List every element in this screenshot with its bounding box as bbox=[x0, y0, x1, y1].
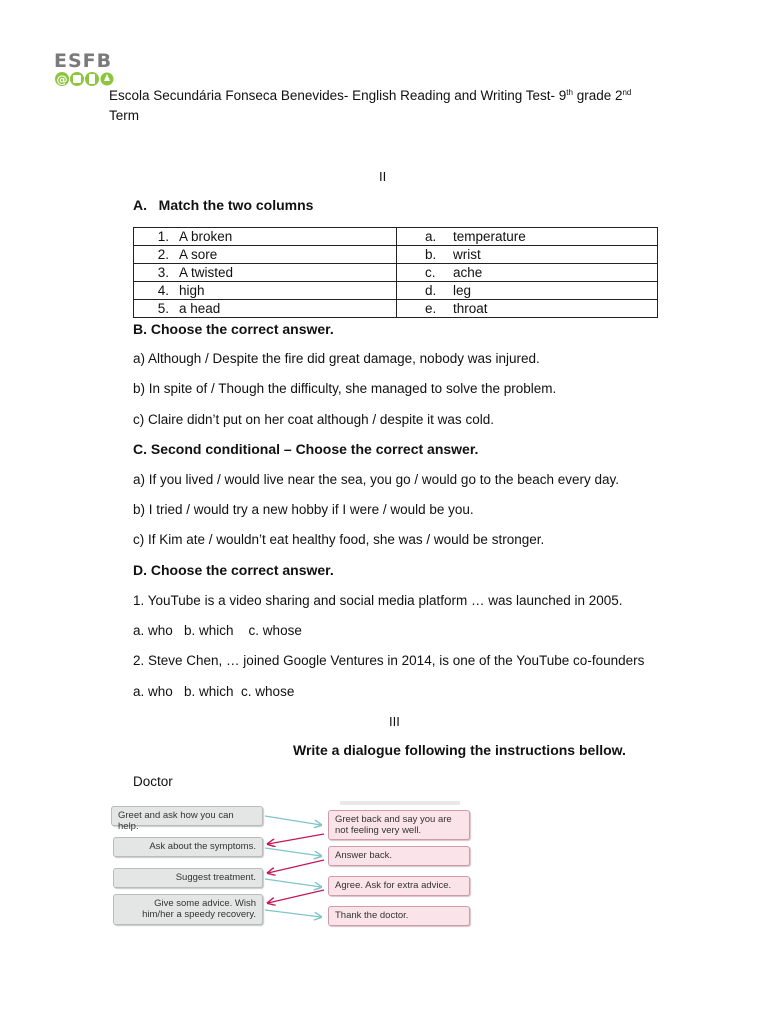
part-d-options-2: a. who b. which c. whose bbox=[133, 684, 295, 699]
left-term: A sore bbox=[179, 247, 218, 262]
row-letter: b. bbox=[425, 247, 437, 262]
patient-step-text: Thank the doctor. bbox=[335, 910, 409, 921]
table-row bbox=[134, 264, 658, 282]
arrow-patient-to-doctor bbox=[268, 890, 324, 903]
part-a-title: Match the two columns bbox=[158, 197, 314, 213]
header-text-grade: grade 2 bbox=[572, 88, 623, 103]
right-term: temperature bbox=[453, 229, 526, 244]
patient-step-text: Answer back. bbox=[335, 850, 393, 861]
doctor-step-3 bbox=[113, 868, 263, 888]
dialogue-diagram bbox=[108, 800, 476, 935]
patient-step-2 bbox=[328, 846, 470, 866]
document-header bbox=[109, 86, 669, 126]
doctor-step-text: Suggest treatment. bbox=[175, 872, 256, 883]
table-row bbox=[134, 246, 658, 264]
row-number: 1. bbox=[157, 229, 169, 244]
header-term: Term bbox=[109, 108, 139, 123]
part-a-letter: A. bbox=[133, 197, 147, 213]
doctor-step-text: Ask about the symptoms. bbox=[149, 841, 256, 852]
doctor-step-text: Greet and ask how you can help. bbox=[118, 810, 234, 832]
part-b-item-c: c) Claire didn’t put on her coat although / despite it was cold. bbox=[133, 412, 494, 427]
logo-at-symbol: @ bbox=[56, 73, 68, 86]
arrow-doctor-to-patient bbox=[265, 848, 321, 856]
part-b-item-b: b) In spite of / Though the difficulty, she managed to solve the problem. bbox=[133, 381, 557, 396]
arrow-patient-to-doctor bbox=[268, 834, 324, 844]
row-number: 2. bbox=[157, 247, 169, 262]
part-d-options-1: a. who b. which c. whose bbox=[133, 623, 302, 638]
right-term: ache bbox=[453, 265, 483, 280]
writing-role-label: Doctor bbox=[133, 774, 173, 789]
section-ii-label: II bbox=[379, 169, 387, 184]
right-term: wrist bbox=[453, 247, 481, 262]
part-c-item-c: c) If Kim ate / wouldn’t eat healthy food, she was / would be stronger. bbox=[133, 532, 545, 547]
part-d-question-1: 1. YouTube is a video sharing and social media platform … was launched in 2005. bbox=[133, 593, 623, 608]
row-number: 5. bbox=[157, 301, 169, 316]
doctor-step-1 bbox=[111, 806, 263, 832]
row-letter: e. bbox=[425, 301, 437, 316]
part-b-item-a: a) Although / Despite the fire did great damage, nobody was injured. bbox=[133, 351, 540, 366]
doctor-step-text: Give some advice. Wish him/her a speedy recovery. bbox=[142, 898, 256, 920]
doctor-step-2 bbox=[113, 837, 263, 857]
arrow-doctor-to-patient bbox=[265, 816, 321, 825]
part-b-heading: B. Choose the correct answer. bbox=[133, 321, 334, 337]
left-term: a head bbox=[179, 301, 221, 316]
patient-step-text: Greet back and say you are not feeling very well. bbox=[335, 814, 452, 836]
header-superscript-th: th bbox=[566, 88, 573, 97]
row-number: 3. bbox=[157, 265, 169, 280]
table-row bbox=[134, 228, 658, 246]
left-term: A twisted bbox=[179, 265, 234, 280]
writing-task-title: Write a dialogue following the instructions bellow. bbox=[293, 742, 626, 758]
patient-step-1 bbox=[328, 810, 470, 840]
arrow-doctor-to-patient bbox=[265, 910, 321, 917]
right-term: throat bbox=[453, 301, 488, 316]
row-letter: d. bbox=[425, 283, 437, 298]
patient-step-text: Agree. Ask for extra advice. bbox=[335, 880, 452, 891]
part-c-heading: C. Second conditional – Choose the correct answer. bbox=[133, 441, 479, 457]
right-term: leg bbox=[453, 283, 472, 298]
arrow-patient-to-doctor bbox=[268, 860, 324, 873]
patient-step-3 bbox=[328, 876, 470, 896]
matching-table bbox=[133, 227, 658, 318]
arrow-doctor-to-patient bbox=[265, 879, 321, 887]
table-row bbox=[134, 300, 658, 318]
logo-text: ESFB bbox=[54, 50, 113, 72]
patient-step-4 bbox=[328, 906, 470, 926]
row-number: 4. bbox=[157, 283, 169, 298]
school-logo bbox=[54, 50, 114, 90]
left-term: A broken bbox=[179, 229, 233, 244]
row-letter: a. bbox=[425, 229, 437, 244]
section-iii-label: III bbox=[389, 714, 400, 729]
left-term: high bbox=[179, 283, 205, 298]
part-d-heading: D. Choose the correct answer. bbox=[133, 562, 334, 578]
header-superscript-nd: nd bbox=[622, 88, 632, 97]
part-c-item-b: b) I tried / would try a new hobby if I were / would be you. bbox=[133, 502, 474, 517]
header-text: Escola Secundária Fonseca Benevides- English Reading and Writing Test- 9 bbox=[109, 88, 567, 103]
part-a-heading bbox=[133, 197, 313, 213]
part-d-question-2: 2. Steve Chen, … joined Google Ventures in 2014, is one of the YouTube co-founders bbox=[133, 653, 645, 668]
doctor-step-4 bbox=[113, 894, 263, 925]
table-row bbox=[134, 282, 658, 300]
row-letter: c. bbox=[425, 265, 436, 280]
part-c-item-a: a) If you lived / would live near the sea, you go / would go to the beach every day. bbox=[133, 472, 620, 487]
